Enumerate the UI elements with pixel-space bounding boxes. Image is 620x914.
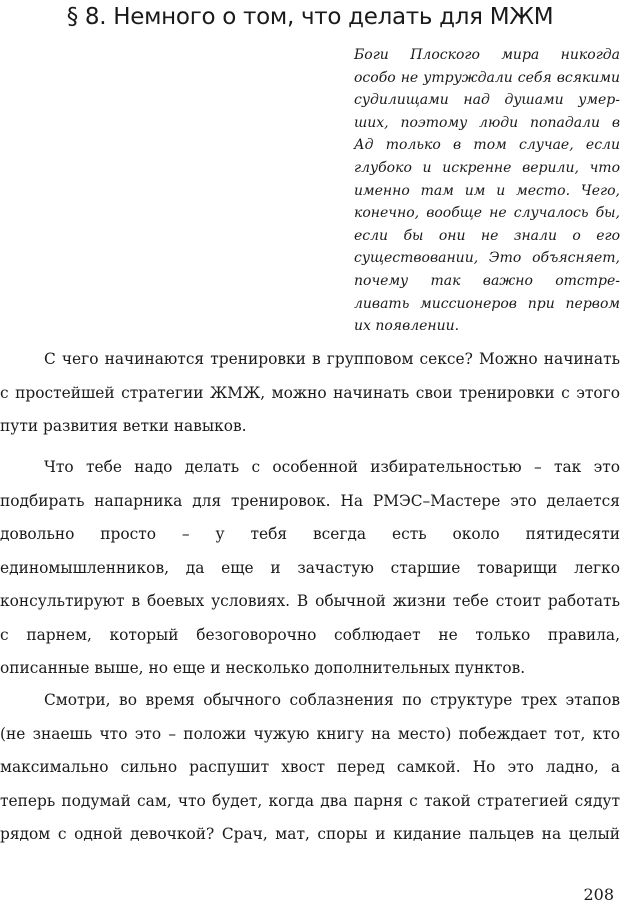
paragraph-line: пути развития ветки навыков.	[0, 417, 247, 435]
epigraph-line: ших, поэтому люди попадали в	[354, 114, 620, 131]
epigraph-line: ливать миссионеров при первом	[354, 295, 620, 312]
paragraph-line: единомышленников, да еще и зачастую старшие товарищи легко	[0, 558, 620, 577]
epigraph-line: Боги Плоского мира никогда	[354, 47, 620, 63]
paragraph-line: с парнем, который безоговорочно соблюдает не только правила,	[0, 625, 620, 644]
epigraph-line: существовании, Это объясняет,	[354, 250, 620, 267]
paragraph-line: С чего начинаются тренировки в групповом сексе? Можно начинать	[44, 350, 620, 368]
paragraph-line: с простейшей стратегии ЖМЖ, можно начинать свои тренировки с этого	[0, 383, 620, 402]
epigraph-line: именно там им и место. Чего,	[354, 182, 620, 199]
paragraph-2	[0, 451, 620, 686]
paragraph-line: теперь подумай сам, что будет, когда два парня с такой стратегией сядут	[0, 791, 620, 810]
paragraph-line: Смотри, во время обычного соблазнения по структуре трех этапов	[44, 691, 620, 709]
epigraph-line: Ад только в том случае, если	[354, 137, 620, 154]
paragraph-line: Что тебе надо делать с особенной избирательностью – так это	[44, 458, 620, 476]
paragraph-3	[0, 684, 620, 852]
epigraph-line: почему так важно отстре-	[354, 272, 620, 289]
epigraph-line: их появлении.	[354, 318, 460, 335]
section-heading: § 8. Немного о том, что делать для МЖМ	[66, 4, 554, 30]
paragraph-1	[0, 343, 620, 444]
paragraph-line: довольно просто – у тебя всегда есть около пятидесяти	[0, 525, 620, 543]
epigraph-line: конечно, вообще не случалось бы,	[354, 205, 620, 222]
page-number: 208	[583, 885, 614, 904]
epigraph-line: глубоко и искренне верили, что	[354, 159, 620, 176]
paragraph-line: (не знаешь что это – положи чужую книгу на место) побеждает тот, кто	[0, 724, 620, 743]
paragraph-line: описанные выше, но еще и несколько дополнительных пунктов.	[0, 659, 526, 677]
epigraph-line: судилищами над душами умер-	[354, 92, 620, 109]
paragraph-line: консультируют в боевых условиях. В обычной жизни тебе стоит работать	[0, 592, 620, 610]
paragraph-line: максимально сильно распушит хвост перед самкой. Но это ладно, а	[0, 758, 620, 776]
paragraph-line: подбирать напарника для тренировок. На РМЭС–Мастере это делается	[0, 491, 620, 510]
epigraph	[354, 44, 620, 338]
epigraph-line: особо не утруждали себя всякими	[354, 69, 620, 86]
paragraph-line: рядом с одной девочкой? Срач, мат, споры и кидание пальцев на целый	[0, 825, 620, 843]
epigraph-line: если бы они не знали о его	[354, 227, 620, 244]
